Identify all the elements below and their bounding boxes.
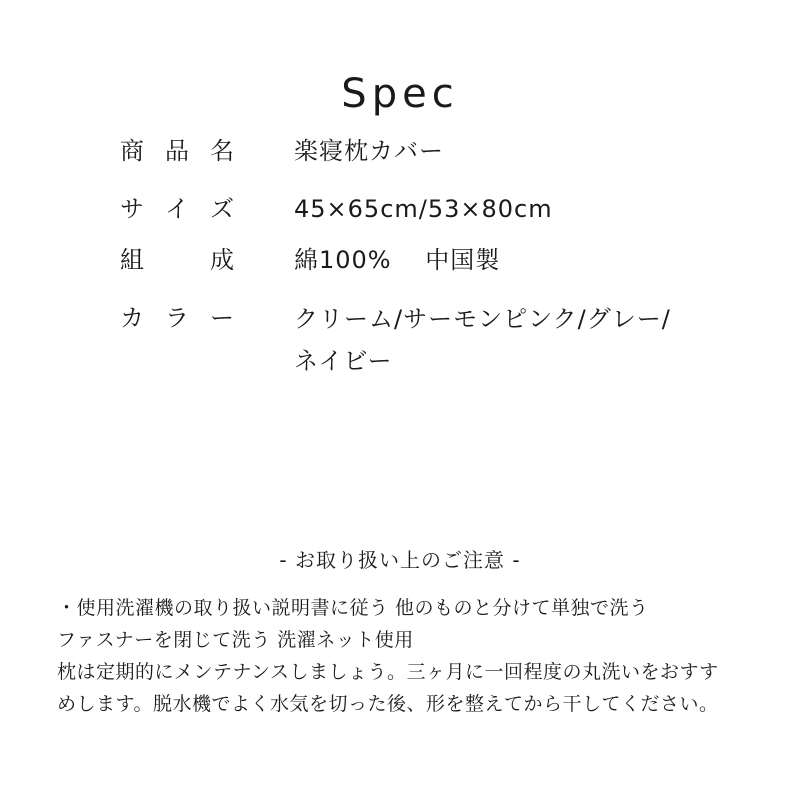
spec-value-size: 45×65cm/53×80cm — [294, 195, 553, 223]
label-char: ズ — [210, 195, 234, 223]
label-char: 組 — [120, 246, 144, 274]
notes-line: ファスナーを閉じて洗う 洗濯ネット使用 — [57, 629, 414, 651]
label-char: ラ — [165, 304, 189, 332]
label-char: 品 — [165, 137, 189, 165]
label-char: イ — [165, 195, 189, 223]
label-char: 商 — [120, 137, 144, 165]
spec-label-composition — [120, 240, 234, 280]
label-char: ー — [210, 304, 234, 332]
label-char: サ — [120, 195, 144, 223]
spec-label-product-name — [120, 131, 234, 171]
notes-line: めします。脱水機でよく水気を切った後、形を整えてから干してください。 — [57, 693, 719, 715]
spec-value-color — [294, 298, 734, 382]
notes-body — [57, 592, 757, 720]
spec-label-size — [120, 189, 234, 229]
spec-value-product-name: 楽寝枕カバー — [294, 137, 444, 165]
color-value-line: ネイビー — [294, 347, 393, 375]
spec-row-color — [120, 298, 740, 375]
label-char: 成 — [210, 246, 234, 274]
label-char: カ — [120, 304, 144, 332]
label-char: 名 — [210, 137, 234, 165]
page-title: Spec — [341, 70, 459, 117]
spec-value-composition: 綿100% 中国製 — [294, 246, 501, 274]
spec-row-product-name — [120, 131, 740, 171]
notes-heading: - お取り扱い上のご注意 - — [279, 548, 521, 572]
notes-line: 枕は定期的にメンテナンスしましょう。三ヶ月に一回程度の丸洗いをおすす — [57, 661, 719, 683]
spec-row-size — [120, 189, 740, 229]
spec-row-composition — [120, 240, 740, 280]
notes-line: ・使用洗濯機の取り扱い説明書に従う 他のものと分けて単独で洗う — [57, 597, 649, 619]
spec-label-color — [120, 298, 234, 338]
color-value-line: クリーム/サーモンピンク/グレー/ — [294, 305, 671, 333]
